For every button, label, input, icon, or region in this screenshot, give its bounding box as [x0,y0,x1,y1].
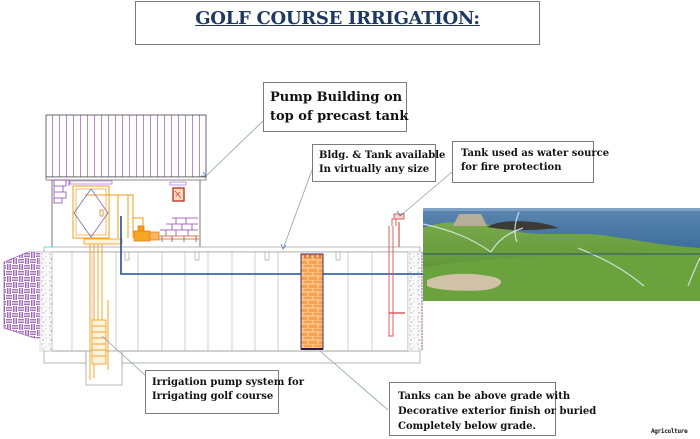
golf-course-photo [423,208,700,301]
gravel-backfill-left [40,252,52,351]
callout-pump-building [263,82,407,132]
callout-irrigation-pump [145,370,304,414]
page-title: GOLF COURSE IRRIGATION: [195,8,480,29]
decorative-finish-left [4,252,44,338]
callout-text: Tanks can be above grade with [398,391,571,402]
gravel-backfill-right [408,252,422,351]
watermark: Agriculture [651,428,688,435]
callout-text: Decorative exterior finish or buried [398,406,597,417]
callout-text: for fire protection [461,162,562,173]
callout-text: In virtually any size [319,164,430,175]
callout-text: Irrigation pump system for [152,377,304,388]
callout-fire-protection [452,141,610,183]
callout-bldg-tank-size [312,144,446,182]
pump-building [52,180,200,247]
callout-text: Irrigating golf course [152,391,274,402]
decorative-stone-column [301,254,323,349]
callout-text: Bldg. & Tank available [319,150,446,161]
callout-text: top of precast tank [270,109,409,124]
callout-tank-grade [389,382,597,436]
callout-text: Pump Building on [270,90,403,105]
callout-text: Tank used as water source [461,148,610,159]
building-roof [46,115,206,180]
callout-text: Completely below grade. [398,421,536,432]
